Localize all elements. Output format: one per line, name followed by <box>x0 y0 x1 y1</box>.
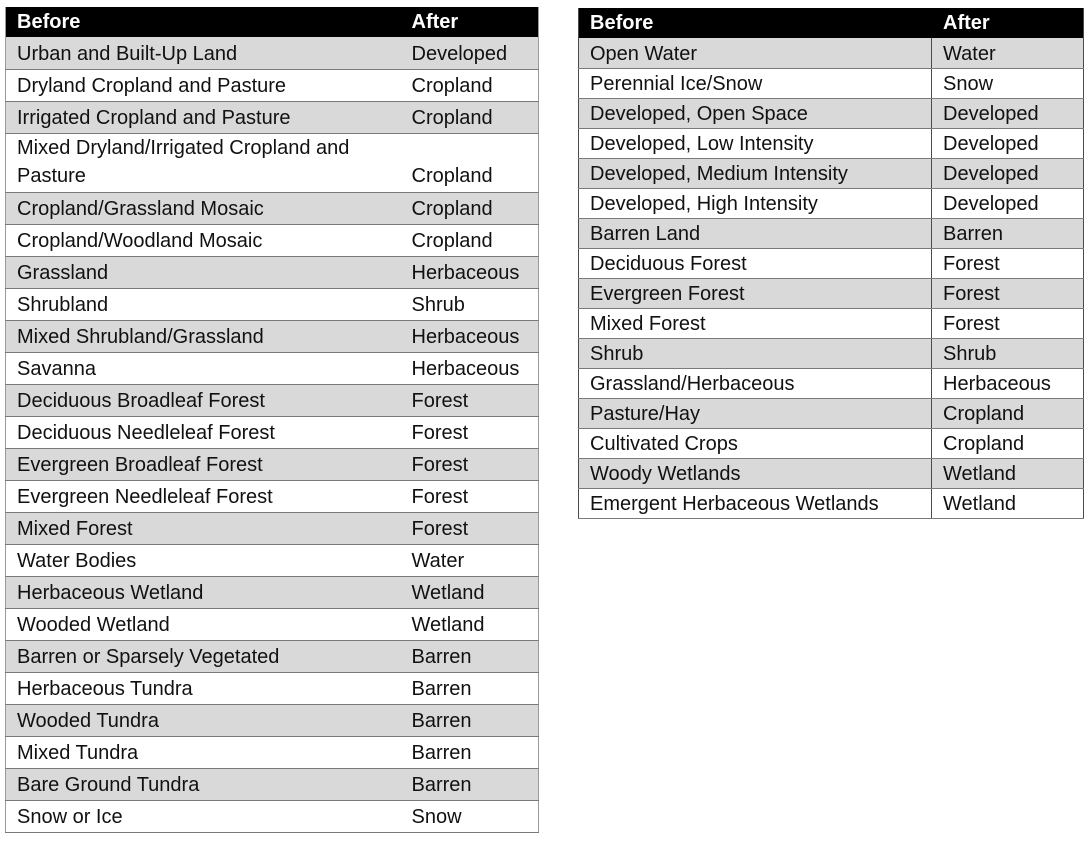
before-cell: Evergreen Forest <box>579 278 932 308</box>
before-cell: Evergreen Needleleaf Forest <box>6 480 401 512</box>
table-row <box>579 38 1084 68</box>
table-row <box>6 480 539 512</box>
before-column-header: Before <box>579 8 932 38</box>
after-cell: Water <box>401 544 539 576</box>
after-cell: Forest <box>401 480 539 512</box>
before-cell: Grassland <box>6 256 401 288</box>
after-cell: Barren <box>401 768 539 800</box>
table-row <box>6 576 539 608</box>
before-cell: Cropland/Woodland Mosaic <box>6 224 401 256</box>
before-cell: Mixed Forest <box>6 512 401 544</box>
after-cell: Developed <box>932 98 1084 128</box>
after-cell: Wetland <box>401 576 539 608</box>
before-cell: Cultivated Crops <box>579 428 932 458</box>
table-row <box>579 218 1084 248</box>
after-cell: Forest <box>401 512 539 544</box>
table-row <box>579 398 1084 428</box>
after-cell: Snow <box>932 68 1084 98</box>
before-cell: Savanna <box>6 352 401 384</box>
table-row <box>6 704 539 736</box>
after-cell: Developed <box>932 128 1084 158</box>
before-cell: Shrubland <box>6 288 401 320</box>
after-cell: Wetland <box>401 608 539 640</box>
table-row <box>579 338 1084 368</box>
right-table-header <box>579 8 1084 38</box>
before-cell: Shrub <box>579 338 932 368</box>
after-cell: Herbaceous <box>401 320 539 352</box>
after-cell: Herbaceous <box>401 352 539 384</box>
table-row <box>579 428 1084 458</box>
after-column-header: After <box>401 7 539 37</box>
before-cell: Irrigated Cropland and Pasture <box>6 101 401 133</box>
table-row <box>579 458 1084 488</box>
before-cell: Developed, Low Intensity <box>579 128 932 158</box>
table-row <box>6 672 539 704</box>
before-cell: Emergent Herbaceous Wetlands <box>579 488 932 518</box>
after-cell: Cropland <box>401 224 539 256</box>
before-cell: Herbaceous Tundra <box>6 672 401 704</box>
table-row <box>6 736 539 768</box>
right-table-body <box>579 38 1084 518</box>
left-reclass-table <box>5 7 539 833</box>
before-cell: Pasture/Hay <box>579 398 932 428</box>
after-cell: Forest <box>401 416 539 448</box>
before-cell: Evergreen Broadleaf Forest <box>6 448 401 480</box>
table-row <box>579 488 1084 518</box>
before-cell: Mixed Dryland/Irrigated Cropland and Pasture <box>6 133 401 192</box>
table-row <box>6 800 539 832</box>
table-row <box>6 768 539 800</box>
after-cell: Wetland <box>932 488 1084 518</box>
before-cell: Developed, Open Space <box>579 98 932 128</box>
after-cell: Forest <box>401 384 539 416</box>
after-cell: Cropland <box>932 398 1084 428</box>
before-cell: Mixed Forest <box>579 308 932 338</box>
before-cell: Wooded Wetland <box>6 608 401 640</box>
table-row <box>579 278 1084 308</box>
after-column-header: After <box>932 8 1084 38</box>
after-cell: Cropland <box>401 133 539 192</box>
after-cell: Cropland <box>932 428 1084 458</box>
before-cell: Grassland/Herbaceous <box>579 368 932 398</box>
header-row <box>6 7 539 37</box>
before-cell: Dryland Cropland and Pasture <box>6 69 401 101</box>
table-row <box>6 544 539 576</box>
before-cell: Wooded Tundra <box>6 704 401 736</box>
table-row <box>6 384 539 416</box>
after-cell: Barren <box>401 672 539 704</box>
table-row <box>6 640 539 672</box>
after-cell: Wetland <box>932 458 1084 488</box>
before-cell: Deciduous Broadleaf Forest <box>6 384 401 416</box>
table-row <box>6 416 539 448</box>
table-row <box>6 256 539 288</box>
after-cell: Herbaceous <box>401 256 539 288</box>
before-cell: Barren or Sparsely Vegetated <box>6 640 401 672</box>
header-row <box>579 8 1084 38</box>
after-cell: Cropland <box>401 192 539 224</box>
after-cell: Barren <box>932 218 1084 248</box>
after-cell: Barren <box>401 704 539 736</box>
after-cell: Forest <box>932 248 1084 278</box>
before-cell: Deciduous Forest <box>579 248 932 278</box>
before-cell: Deciduous Needleleaf Forest <box>6 416 401 448</box>
table-row <box>579 248 1084 278</box>
table-row <box>6 608 539 640</box>
after-cell: Water <box>932 38 1084 68</box>
right-reclass-table <box>578 8 1084 519</box>
after-cell: Forest <box>932 278 1084 308</box>
table-row <box>579 188 1084 218</box>
table-row <box>6 69 539 101</box>
table-row <box>579 128 1084 158</box>
after-cell: Shrub <box>401 288 539 320</box>
before-cell: Developed, High Intensity <box>579 188 932 218</box>
after-cell: Barren <box>401 640 539 672</box>
table-row <box>6 320 539 352</box>
before-cell: Open Water <box>579 38 932 68</box>
table-row <box>579 98 1084 128</box>
table-row <box>579 368 1084 398</box>
table-row <box>6 192 539 224</box>
table-row <box>6 448 539 480</box>
after-cell: Snow <box>401 800 539 832</box>
left-table-header <box>6 7 539 37</box>
before-cell: Perennial Ice/Snow <box>579 68 932 98</box>
table-row <box>579 158 1084 188</box>
after-cell: Herbaceous <box>932 368 1084 398</box>
after-cell: Cropland <box>401 69 539 101</box>
before-cell: Urban and Built-Up Land <box>6 37 401 69</box>
after-cell: Developed <box>932 158 1084 188</box>
before-cell: Water Bodies <box>6 544 401 576</box>
before-cell: Cropland/Grassland Mosaic <box>6 192 401 224</box>
after-cell: Forest <box>401 448 539 480</box>
before-column-header: Before <box>6 7 401 37</box>
after-cell: Forest <box>932 308 1084 338</box>
after-cell: Shrub <box>932 338 1084 368</box>
table-row <box>6 101 539 133</box>
after-cell: Barren <box>401 736 539 768</box>
table-row <box>6 352 539 384</box>
after-cell: Developed <box>401 37 539 69</box>
before-cell: Woody Wetlands <box>579 458 932 488</box>
after-cell: Developed <box>932 188 1084 218</box>
before-cell: Herbaceous Wetland <box>6 576 401 608</box>
table-row <box>6 133 539 192</box>
table-row <box>579 68 1084 98</box>
before-cell: Mixed Tundra <box>6 736 401 768</box>
table-row <box>6 512 539 544</box>
table-row <box>6 37 539 69</box>
after-cell: Cropland <box>401 101 539 133</box>
left-table-body <box>6 37 539 832</box>
table-row <box>579 308 1084 338</box>
before-cell: Snow or Ice <box>6 800 401 832</box>
before-cell: Bare Ground Tundra <box>6 768 401 800</box>
table-row <box>6 288 539 320</box>
before-cell: Developed, Medium Intensity <box>579 158 932 188</box>
before-cell: Barren Land <box>579 218 932 248</box>
before-cell: Mixed Shrubland/Grassland <box>6 320 401 352</box>
table-row <box>6 224 539 256</box>
